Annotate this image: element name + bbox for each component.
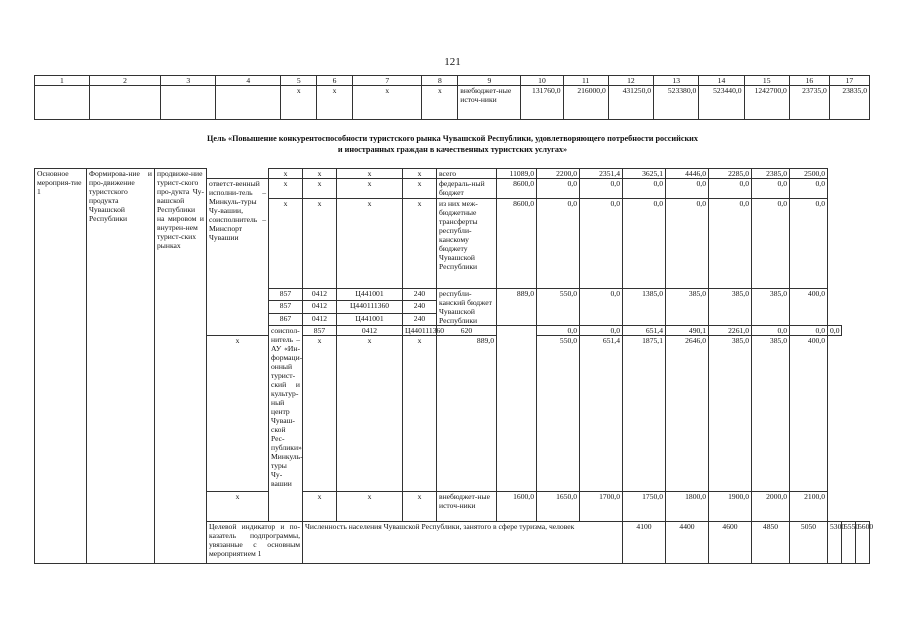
value-cell: 5600 bbox=[856, 522, 870, 564]
value-cell: 216000,0 bbox=[563, 86, 608, 120]
main-col3: продвиже-ние турист-ского про-дукта Чу-вашской Республики на мировом и внутрен-нем турист-ских рынках bbox=[155, 169, 207, 564]
value-cell: 8600,0 bbox=[497, 179, 537, 199]
value-cell: 0,0 bbox=[752, 199, 790, 289]
value-cell: 5050 bbox=[790, 522, 828, 564]
value-cell: 1800,0 bbox=[666, 492, 709, 522]
header-number-cell: 8 bbox=[422, 76, 458, 86]
value-cell: 0,0 bbox=[666, 179, 709, 199]
value-cell: 5300 bbox=[828, 522, 842, 564]
cell: Ц440111360 bbox=[337, 301, 403, 313]
value-cell: 889,0 bbox=[437, 336, 497, 492]
value-cell: 4446,0 bbox=[666, 169, 709, 179]
value-cell: 8600,0 bbox=[497, 199, 537, 289]
cell: Ц441001 bbox=[337, 289, 403, 301]
cell: x bbox=[337, 169, 403, 179]
value-cell: 4600 bbox=[709, 522, 752, 564]
value-cell: 0,0 bbox=[623, 179, 666, 199]
value-cell: 2100,0 bbox=[790, 492, 828, 522]
cell: 857 bbox=[303, 326, 337, 336]
value-cell: 0,0 bbox=[580, 179, 623, 199]
table-main bbox=[34, 168, 874, 564]
value-cell: 2200,0 bbox=[537, 169, 580, 179]
cell: x bbox=[269, 169, 303, 179]
source-cell: федераль-ный бюджет bbox=[437, 179, 497, 199]
header-number-cell: 6 bbox=[317, 76, 353, 86]
cell: 0412 bbox=[337, 326, 403, 336]
table-row bbox=[35, 86, 870, 120]
cell: x bbox=[303, 179, 337, 199]
value-cell: 1750,0 bbox=[623, 492, 666, 522]
cell: x bbox=[303, 336, 337, 492]
value-cell: 1875,1 bbox=[623, 336, 666, 492]
value-cell: 651,4 bbox=[623, 326, 666, 336]
cell: x bbox=[352, 86, 421, 120]
cell: 857 bbox=[269, 289, 303, 301]
cell: x bbox=[403, 179, 437, 199]
goal-heading bbox=[0, 133, 905, 155]
value-cell: 1700,0 bbox=[580, 492, 623, 522]
header-number-cell: 14 bbox=[699, 76, 744, 86]
value-cell: 131760,0 bbox=[521, 86, 563, 120]
cell: x bbox=[403, 492, 437, 522]
value-cell: 4850 bbox=[752, 522, 790, 564]
value-cell: 0,0 bbox=[752, 179, 790, 199]
value-cell: 1242700,0 bbox=[744, 86, 789, 120]
value-cell: 4100 bbox=[623, 522, 666, 564]
header-number-cell: 17 bbox=[829, 76, 869, 86]
cell: x bbox=[269, 179, 303, 199]
value-cell: 3625,1 bbox=[623, 169, 666, 179]
header-number-cell: 1 bbox=[35, 76, 90, 86]
header-number-cell: 13 bbox=[654, 76, 699, 86]
header-number-cell: 11 bbox=[563, 76, 608, 86]
header-number-cell: 7 bbox=[352, 76, 421, 86]
cell: x bbox=[403, 169, 437, 179]
table-row bbox=[35, 169, 870, 179]
cell: x bbox=[337, 336, 403, 492]
value-cell: 23835,0 bbox=[829, 86, 869, 120]
value-cell: 0,0 bbox=[752, 326, 790, 336]
header-number-cell: 2 bbox=[89, 76, 161, 86]
source-cell: республи-канский бюджет Чувашской Республики bbox=[437, 289, 497, 326]
cell: 0412 bbox=[303, 289, 337, 301]
cell: 857 bbox=[269, 301, 303, 313]
value-cell: 385,0 bbox=[752, 289, 790, 326]
cell: x bbox=[303, 199, 337, 289]
value-cell: 2351,4 bbox=[580, 169, 623, 179]
cell: 620 bbox=[437, 326, 497, 336]
value-cell: 2500,0 bbox=[790, 169, 828, 179]
value-cell: 4400 bbox=[666, 522, 709, 564]
goal-line-2: и иностранных граждан в качественных туристских услугах» bbox=[337, 145, 568, 154]
cell: x bbox=[269, 199, 303, 289]
value-cell: 2285,0 bbox=[709, 169, 752, 179]
value-cell: 2646,0 bbox=[666, 336, 709, 492]
value-cell: 23735,0 bbox=[789, 86, 829, 120]
cell: 867 bbox=[269, 313, 303, 325]
value-cell: 0,0 bbox=[580, 326, 623, 336]
main-col1: Основное мероприя-тие 1 bbox=[35, 169, 87, 564]
cell: 240 bbox=[403, 289, 437, 301]
value-cell: 0,0 bbox=[709, 179, 752, 199]
cell: x bbox=[422, 86, 458, 120]
cell: x bbox=[337, 179, 403, 199]
value-cell: 385,0 bbox=[709, 336, 752, 492]
table-header bbox=[34, 75, 870, 120]
value-cell: 2261,0 bbox=[709, 326, 752, 336]
value-cell: 1900,0 bbox=[709, 492, 752, 522]
cell: 0412 bbox=[303, 301, 337, 313]
cell: 240 bbox=[403, 301, 437, 313]
value-cell: 0,0 bbox=[537, 326, 580, 336]
value-cell: 550,0 bbox=[537, 289, 580, 326]
value-cell: 0,0 bbox=[623, 199, 666, 289]
page-number: 121 bbox=[444, 56, 461, 68]
value-cell: 0,0 bbox=[790, 199, 828, 289]
value-cell: 523380,0 bbox=[654, 86, 699, 120]
value-cell: 11089,0 bbox=[497, 169, 537, 179]
value-cell: 0,0 bbox=[537, 199, 580, 289]
header-number-cell: 15 bbox=[744, 76, 789, 86]
cell: x bbox=[303, 169, 337, 179]
cell: x bbox=[207, 492, 269, 522]
cell: x bbox=[317, 86, 353, 120]
value-cell: 0,0 bbox=[790, 326, 828, 336]
value-cell: 400,0 bbox=[790, 289, 828, 326]
cell: x bbox=[281, 86, 317, 120]
cell: x bbox=[403, 199, 437, 289]
value-cell: 651,4 bbox=[580, 336, 623, 492]
header-number-cell: 4 bbox=[216, 76, 281, 86]
value-cell: 490,1 bbox=[666, 326, 709, 336]
value-cell: 385,0 bbox=[666, 289, 709, 326]
header-number-cell: 12 bbox=[608, 76, 653, 86]
cell: Ц441001 bbox=[337, 313, 403, 325]
value-cell: 0,0 bbox=[580, 199, 623, 289]
value-cell: 0,0 bbox=[790, 179, 828, 199]
value-cell: 385,0 bbox=[752, 336, 790, 492]
header-number-cell: 16 bbox=[789, 76, 829, 86]
indicator-label: Целевой индикатор и по-казатель подпрограммы, увязанные с основным мероприятием 1 bbox=[207, 522, 303, 564]
value-cell: 1650,0 bbox=[537, 492, 580, 522]
source-cell: всего bbox=[437, 169, 497, 179]
header-number-cell: 3 bbox=[161, 76, 216, 86]
value-cell: 1385,0 bbox=[623, 289, 666, 326]
value-cell: 0,0 bbox=[580, 289, 623, 326]
goal-line-1: Цель «Повышение конкурентоспособности туристского рынка Чувашской Республики, удовлетворяющего потребности российских bbox=[207, 134, 698, 143]
source-cell: внебюджет-ные источ-ники bbox=[437, 492, 497, 522]
cell: x bbox=[403, 336, 437, 492]
header-number-cell: 10 bbox=[521, 76, 563, 86]
cell: 240 bbox=[403, 313, 437, 325]
cell: Ц440111360 bbox=[403, 326, 437, 336]
cell: x bbox=[303, 492, 337, 522]
header-number-cell: 5 bbox=[281, 76, 317, 86]
responsible-b: соиспол-нитель – АУ «Ин-формаци-онный турист-ский и культур-ный центр Чуваш-ской Рес-публики» Минкуль-туры Чу-вашии bbox=[269, 326, 303, 522]
header-number-cell: 9 bbox=[458, 76, 521, 86]
value-cell: 1600,0 bbox=[497, 492, 537, 522]
value-cell: 400,0 bbox=[790, 336, 828, 492]
value-cell: 5550 bbox=[842, 522, 856, 564]
cell: x bbox=[337, 199, 403, 289]
cell: x bbox=[207, 336, 269, 492]
main-col2: Формирова-ние и про-движение туристского продукта Чувашской Республики bbox=[87, 169, 155, 564]
value-cell: 0,0 bbox=[666, 199, 709, 289]
value-cell: 889,0 bbox=[497, 289, 537, 326]
header-row bbox=[35, 76, 870, 86]
source-cell-empty bbox=[497, 326, 537, 492]
indicator-text: Численность населения Чувашской Республики, занятого в сфере туризма, человек bbox=[303, 522, 623, 564]
cell: x bbox=[337, 492, 403, 522]
value-cell: 2000,0 bbox=[752, 492, 790, 522]
cell: 0412 bbox=[303, 313, 337, 325]
value-cell: 550,0 bbox=[537, 336, 580, 492]
value-cell: 385,0 bbox=[709, 289, 752, 326]
value-cell: 2385,0 bbox=[752, 169, 790, 179]
value-cell: 431250,0 bbox=[608, 86, 653, 120]
value-cell: 0,0 bbox=[537, 179, 580, 199]
value-cell: 0,0 bbox=[828, 326, 842, 336]
source-cell: из них меж-бюджетные трансферты республи-канскому бюджету Чувашской Республики bbox=[437, 199, 497, 289]
responsible-a: ответст-венный исполни-тель – Минкуль-туры Чу-вашии, соисполнитель – Минспорт Чувашии bbox=[207, 179, 269, 336]
value-cell: 523440,0 bbox=[699, 86, 744, 120]
value-cell: 0,0 bbox=[709, 199, 752, 289]
source-cell: внебюджет-ные источ-ники bbox=[458, 86, 521, 120]
